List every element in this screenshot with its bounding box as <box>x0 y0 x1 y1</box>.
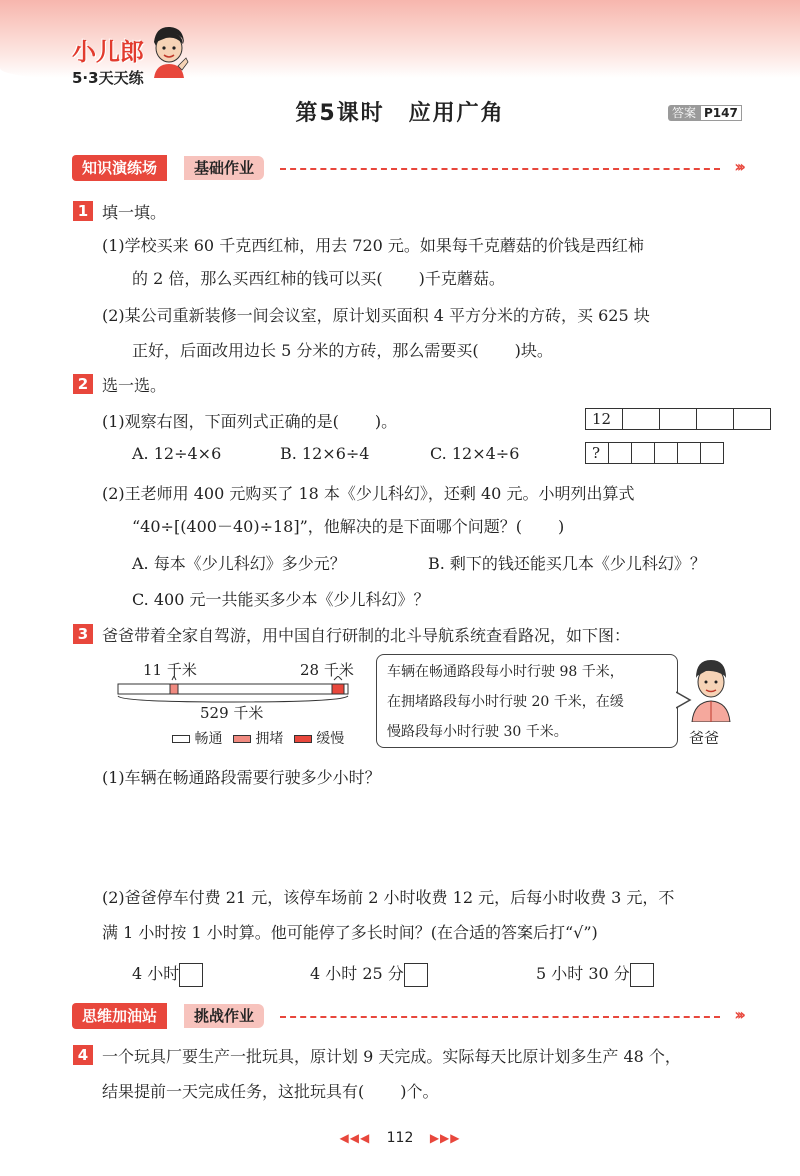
brand-logo <box>72 32 144 88</box>
text-segment: )。 <box>374 412 398 431</box>
grid-cell <box>655 443 678 464</box>
text-segment: 正好，后面改用边长 5 分米的方砖，那么需要买( <box>132 341 479 360</box>
option-label: 5 小时 30 分 <box>536 964 630 983</box>
right-arrows-icon: ▶▶▶ <box>429 1131 461 1145</box>
road-jam-segment <box>170 684 178 694</box>
question-number: 1 <box>73 201 93 221</box>
grid-cell <box>632 443 655 464</box>
section-header-challenge <box>72 1003 742 1029</box>
legend-jam-label: 拥堵 <box>255 731 284 747</box>
text-segment: 的 2 倍，那么买西红柿的钱可以买( <box>132 269 383 288</box>
text-segment: “40÷[(400－40)÷18]”，他解决的是下面哪个问题？( <box>132 517 523 536</box>
question-line <box>102 1079 439 1102</box>
question-stem: 选一选。 <box>102 376 167 395</box>
legend-smooth-swatch <box>172 735 190 743</box>
text-segment: (1)观察右图，下面列式正确的是( <box>102 412 339 431</box>
dad-label: 爸爸 <box>689 729 720 747</box>
question-line <box>102 409 397 432</box>
legend-slow-label: 缓慢 <box>316 731 345 747</box>
grid-cell <box>734 409 771 430</box>
question-line: 满 1 小时按 1 小时算。他可能停了多长时间？(在合适的答案后打“√”) <box>102 923 598 942</box>
answer-space[interactable] <box>102 795 742 875</box>
label-529km: 529 千米 <box>200 704 264 722</box>
label-11km: 11 千米 <box>143 661 197 679</box>
label-28km: 28 千米 <box>300 661 354 679</box>
option-label: 4 小时 <box>132 964 180 983</box>
checkbox-option <box>310 961 428 987</box>
question-line: (2)王老师用 400 元购买了 18 本《少儿科幻》，还剩 40 元。小明列出算式 <box>102 484 635 503</box>
section-header-basic <box>72 155 742 181</box>
double-chevron-icon: ››› <box>734 1005 742 1024</box>
question-number: 4 <box>73 1045 93 1065</box>
section-divider <box>280 168 720 170</box>
question-line <box>132 338 553 361</box>
page-number: 112 <box>386 1130 414 1146</box>
jam-marker <box>172 676 176 680</box>
question-line: (2)爸爸停车付费 21 元，该停车场前 2 小时收费 12 元，后每小时收费 3 元，不 <box>102 888 675 907</box>
section-subtag: 基础作业 <box>184 156 264 180</box>
page-title: 第5课时 应用广角 <box>295 101 505 126</box>
answer-page: P147 <box>700 105 742 121</box>
question-line: (2)某公司重新装修一间会议室，原计划买面积 4 平方分米的方砖，买 625 块 <box>102 306 650 325</box>
text-segment: )个。 <box>400 1082 439 1101</box>
grid-cell <box>697 409 734 430</box>
answer-reference <box>668 104 742 121</box>
option-a[interactable]: A. 每本《少儿科幻》多少元？ <box>132 554 346 573</box>
answer-label: 答案 <box>668 105 700 121</box>
page-footer <box>0 1130 800 1146</box>
option-b[interactable]: B. 剩下的钱还能买几本《少儿科幻》？ <box>428 554 706 573</box>
question-line <box>132 514 564 537</box>
logo-main-text: 小儿郎 <box>72 38 144 66</box>
text-segment: )千克蘑菇。 <box>418 269 505 288</box>
option-c[interactable]: C. 12×4÷6 <box>430 444 520 463</box>
road-slow-segment <box>332 684 344 694</box>
grid-cell: 12 <box>586 409 623 430</box>
grid-cell <box>623 409 660 430</box>
grid-cell: ? <box>586 443 609 464</box>
option-c[interactable]: C. 400 元一共能买多少本《少儿科幻》？ <box>132 590 430 609</box>
question-stem: 爸爸带着全家自驾游，用中国自行研制的北斗导航系统查看路况，如下图： <box>102 626 631 645</box>
bubble-line: 车辆在畅通路段每小时行驶 98 千米， <box>387 664 624 680</box>
dad-figure-icon <box>686 656 736 722</box>
road-smooth-segment <box>118 684 348 694</box>
checkbox-option <box>132 961 203 987</box>
check-box[interactable] <box>404 963 428 987</box>
text-segment: )块。 <box>514 341 553 360</box>
bubble-line: 慢路段每小时行驶 30 千米。 <box>387 724 568 740</box>
bar-grid-bottom <box>585 442 724 464</box>
left-arrows-icon: ◀◀◀ <box>339 1131 371 1145</box>
bubble-line: 在拥堵路段每小时行驶 20 千米，在缓 <box>387 694 624 710</box>
double-chevron-icon: ››› <box>734 157 742 176</box>
question-number: 2 <box>73 374 93 394</box>
question-line: (1)学校买来 60 千克西红柿，用去 720 元。如果每千克蘑菇的价钱是西红柿 <box>102 236 644 255</box>
question-line: (1)车辆在畅通路段需要行驶多少小时？ <box>102 768 381 787</box>
grid-cell <box>701 443 724 464</box>
text-segment: ) <box>558 517 565 536</box>
question-stem: 填一填。 <box>102 203 167 222</box>
option-a[interactable]: A. 12÷4×6 <box>132 444 222 463</box>
legend-slow-swatch <box>294 735 312 743</box>
question-line <box>132 266 505 289</box>
legend-smooth-label: 畅通 <box>194 731 223 747</box>
grid-cell <box>678 443 701 464</box>
section-tag: 知识演练场 <box>72 155 167 181</box>
logo-sub-text: 5·3天天练 <box>72 69 144 87</box>
check-box[interactable] <box>630 963 654 987</box>
checkbox-option <box>536 961 654 987</box>
section-subtag: 挑战作业 <box>184 1004 264 1028</box>
legend-jam-swatch <box>233 735 251 743</box>
section-tag: 思维加油站 <box>72 1003 167 1029</box>
option-b[interactable]: B. 12×6÷4 <box>280 444 370 463</box>
question-number: 3 <box>73 624 93 644</box>
section-divider <box>280 1016 720 1018</box>
grid-cell <box>660 409 697 430</box>
mascot-boy-icon <box>146 22 192 78</box>
grid-cell <box>609 443 632 464</box>
speech-bubble <box>376 654 678 748</box>
question-line: 一个玩具厂要生产一批玩具，原计划 9 天完成。实际每天比原计划多生产 48 个， <box>102 1047 681 1066</box>
legend <box>172 728 344 748</box>
check-box[interactable] <box>179 963 203 987</box>
bar-grid-top <box>585 408 771 430</box>
slow-marker <box>334 676 342 680</box>
option-label: 4 小时 25 分 <box>310 964 404 983</box>
text-segment: 结果提前一天完成任务，这批玩具有( <box>102 1082 365 1101</box>
